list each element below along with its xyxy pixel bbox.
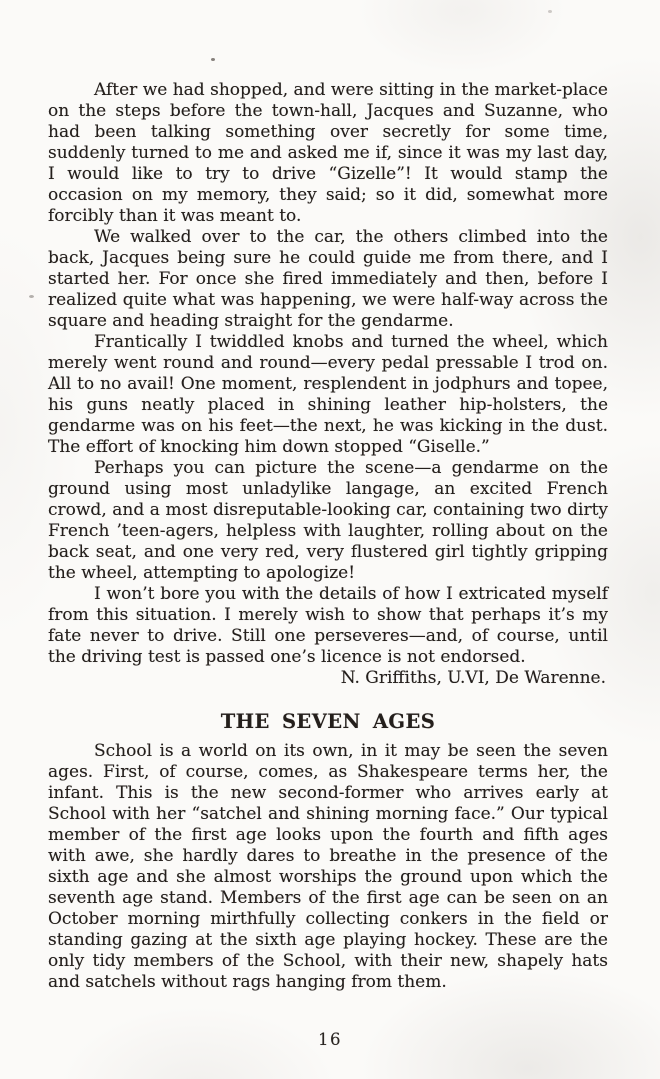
page-text-column [48,80,608,993]
story-paragraph-2: We walked over to the car, the others climbed into the back, Jacques being sure he could guide me from there, and I started her. For once she fired immediately and then, before I realized quite what was happening, we were half-way across the square and heading straight for the gendarme. [48,227,608,331]
scan-speck [29,295,34,298]
story-paragraph-5: I won’t bore you with the details of how I extricated myself from this situation. I merely wish to show that perhaps it’s my fate never to drive. Still one perseveres—and, of course, until the driving test is passed one’s licence is not endorsed. [48,584,608,667]
seven-ages-paragraph-1: School is a world on its own, in it may be seen the seven ages. First, of course, comes, as Shakespeare terms her, the infant. This is the new second-former who arrives early at School with her “satchel and shining morning face.” Our typical member of the first age looks upon the fourth and fifth ages with awe, she hardly dares to breathe in the presence of the sixth age and she almost worships the ground upon which the seventh age stand. Members of the first age can be seen on an October morning mirthfully collecting conkers in the field or standing gazing at the sixth age playing hockey. These are the only tidy members of the School, with their new, shapely hats and satchels without rags hanging from them. [48,741,608,992]
story-paragraph-4: Perhaps you can picture the scene—a gendarme on the ground using most unladylike langage, an excited French crowd, and a most disreputable-looking car, containing two dirty French ’teen-agers, helpless with laughter, rolling about on the back seat, and one very red, very flustered girl tightly gripping the wheel, attempting to apologize! [48,458,608,583]
page-number: 16 [318,1030,342,1049]
scan-speck [211,58,215,61]
article-title-seven-ages: THE SEVEN AGES [220,710,436,733]
story-paragraph-3: Frantically I twiddled knobs and turned the wheel, which merely went round and round—every pedal pressable I trod on. All to no avail! One moment, resplendent in jodphurs and topee, his guns neatly placed in shining leather hip-holsters, the gendarme was on his feet—the next, he was kicking in the dust. The effort of knocking him down stopped “Giselle.” [48,332,608,457]
story-paragraph-1: After we had shopped, and were sitting in the market-place on the steps before the town-hall, Jacques and Suzanne, who had been talking something over secretly for some time, suddenly turned to me and asked me if, since it was my last day, I would like to try to drive “Gizelle”! It would stamp the occasion on my memory, they said; so it did, somewhat more forcibly than it was meant to. [48,80,608,226]
scan-speck [548,10,552,13]
author-byline: N. Griffiths, U.VI, De Warenne. [340,668,606,688]
